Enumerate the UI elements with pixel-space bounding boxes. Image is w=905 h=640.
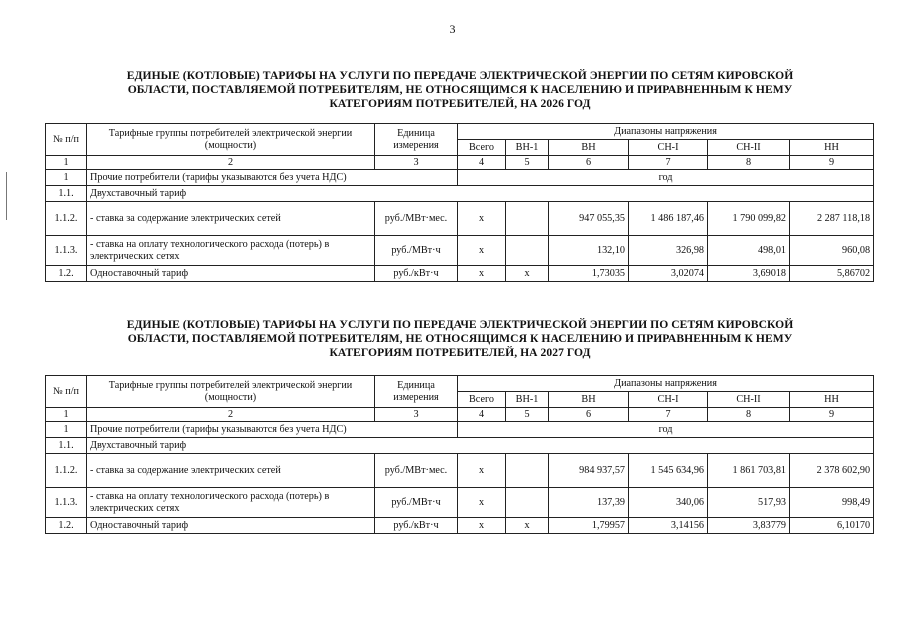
value-total: х <box>458 202 506 236</box>
table-row <box>46 170 874 186</box>
value-vn1 <box>506 202 549 236</box>
header-col-vn1: ВН-1 <box>506 140 549 156</box>
scan-margin-mark <box>6 172 7 220</box>
table-row <box>46 422 874 438</box>
index-cell: 7 <box>629 408 708 422</box>
table-row <box>46 266 874 282</box>
value-sn2: 1 861 703,81 <box>708 454 790 488</box>
value-sn1: 1 545 634,96 <box>629 454 708 488</box>
table-title-2027 <box>80 318 840 360</box>
tariff-table-2026 <box>45 123 874 282</box>
value-total: х <box>458 266 506 282</box>
header-unit: Единица измерения <box>375 124 458 156</box>
value-vn1: х <box>506 266 549 282</box>
row-num: 1.1.2. <box>46 202 87 236</box>
index-cell: 7 <box>629 156 708 170</box>
value-vn: 137,39 <box>549 488 629 518</box>
value-nn: 960,08 <box>790 236 874 266</box>
value-nn: 5,86702 <box>790 266 874 282</box>
header-ranges: Диапазоны напряжения <box>458 124 874 140</box>
value-vn: 1,79957 <box>549 518 629 534</box>
header-col-vn: ВН <box>549 392 629 408</box>
header-num: № п/п <box>46 124 87 156</box>
value-nn: 2 287 118,18 <box>790 202 874 236</box>
title-line: КАТЕГОРИЯМ ПОТРЕБИТЕЛЕЙ, НА 2027 ГОД <box>329 346 591 359</box>
index-cell: 8 <box>708 156 790 170</box>
value-total: х <box>458 454 506 488</box>
table-row <box>46 186 874 202</box>
row-name: - ставка на оплату технологического расхода (потерь) в электрических сетях <box>87 488 375 518</box>
row-note: год <box>458 170 874 186</box>
table-row <box>46 454 874 488</box>
header-group: Тарифные группы потребителей электрической энергии (мощности) <box>87 124 375 156</box>
row-unit: руб./кВт·ч <box>375 266 458 282</box>
header-col-sn2: СН-II <box>708 392 790 408</box>
value-vn1 <box>506 236 549 266</box>
header-col-sn1: СН-I <box>629 140 708 156</box>
index-cell: 2 <box>87 408 375 422</box>
table-row <box>46 488 874 518</box>
page-number: 3 <box>449 22 456 36</box>
row-unit: руб./МВт·ч <box>375 236 458 266</box>
value-sn2: 498,01 <box>708 236 790 266</box>
table-row <box>46 202 874 236</box>
value-sn2: 3,69018 <box>708 266 790 282</box>
header-col-vn1: ВН-1 <box>506 392 549 408</box>
table-title-2026 <box>80 69 840 111</box>
row-name: - ставка на оплату технологического расхода (потерь) в электрических сетях <box>87 236 375 266</box>
value-nn: 998,49 <box>790 488 874 518</box>
header-col-vn: ВН <box>549 140 629 156</box>
value-sn2: 1 790 099,82 <box>708 202 790 236</box>
row-num: 1.1.2. <box>46 454 87 488</box>
value-total: х <box>458 236 506 266</box>
row-unit: руб./МВт·мес. <box>375 454 458 488</box>
row-num: 1.2. <box>46 266 87 282</box>
row-name: - ставка за содержание электрических сетей <box>87 454 375 488</box>
value-sn2: 3,83779 <box>708 518 790 534</box>
value-vn: 984 937,57 <box>549 454 629 488</box>
value-sn1: 3,14156 <box>629 518 708 534</box>
header-num: № п/п <box>46 376 87 408</box>
table-row <box>46 236 874 266</box>
row-name: Одноставочный тариф <box>87 518 375 534</box>
row-num: 1.1.3. <box>46 236 87 266</box>
value-vn: 1,73035 <box>549 266 629 282</box>
header-col-sn1: СН-I <box>629 392 708 408</box>
table-row <box>46 518 874 534</box>
index-cell: 1 <box>46 408 87 422</box>
value-sn2: 517,93 <box>708 488 790 518</box>
index-cell: 5 <box>506 156 549 170</box>
row-name: Прочие потребители (тарифы указываются без учета НДС) <box>87 422 458 438</box>
title-line: ОБЛАСТИ, ПОСТАВЛЯЕМОЙ ПОТРЕБИТЕЛЯМ, НЕ ОТНОСЯЩИМСЯ К НАСЕЛЕНИЮ И ПРИРАВНЕННЫМ К НЕМУ <box>127 332 793 345</box>
title-line: ОБЛАСТИ, ПОСТАВЛЯЕМОЙ ПОТРЕБИТЕЛЯМ, НЕ ОТНОСЯЩИМСЯ К НАСЕЛЕНИЮ И ПРИРАВНЕННЫМ К НЕМУ <box>127 83 793 96</box>
header-col-sn2: СН-II <box>708 140 790 156</box>
header-col-total: Всего <box>458 140 506 156</box>
value-vn: 947 055,35 <box>549 202 629 236</box>
value-vn1 <box>506 488 549 518</box>
row-unit: руб./МВт·мес. <box>375 202 458 236</box>
title-line: ЕДИНЫЕ (КОТЛОВЫЕ) ТАРИФЫ НА УСЛУГИ ПО ПЕРЕДАЧЕ ЭЛЕКТРИЧЕСКОЙ ЭНЕРГИИ ПО СЕТЯМ КИРОВСКОЙ <box>126 69 794 82</box>
row-name: Двухставочный тариф <box>87 186 874 202</box>
table-row <box>46 438 874 454</box>
index-cell: 6 <box>549 156 629 170</box>
header-unit: Единица измерения <box>375 376 458 408</box>
index-cell: 6 <box>549 408 629 422</box>
row-num: 1.1. <box>46 186 87 202</box>
index-cell: 8 <box>708 408 790 422</box>
index-cell: 2 <box>87 156 375 170</box>
row-num: 1 <box>46 422 87 438</box>
header-col-nn: НН <box>790 392 874 408</box>
row-name: Прочие потребители (тарифы указываются без учета НДС) <box>87 170 458 186</box>
value-nn: 6,10170 <box>790 518 874 534</box>
header-col-total: Всего <box>458 392 506 408</box>
value-vn1 <box>506 454 549 488</box>
title-line: ЕДИНЫЕ (КОТЛОВЫЕ) ТАРИФЫ НА УСЛУГИ ПО ПЕРЕДАЧЕ ЭЛЕКТРИЧЕСКОЙ ЭНЕРГИИ ПО СЕТЯМ КИРОВСКОЙ <box>126 318 794 331</box>
header-col-nn: НН <box>790 140 874 156</box>
row-unit: руб./кВт·ч <box>375 518 458 534</box>
value-total: х <box>458 518 506 534</box>
row-num: 1.1. <box>46 438 87 454</box>
value-sn1: 326,98 <box>629 236 708 266</box>
row-note: год <box>458 422 874 438</box>
index-cell: 4 <box>458 408 506 422</box>
value-sn1: 1 486 187,46 <box>629 202 708 236</box>
value-sn1: 3,02074 <box>629 266 708 282</box>
title-line: КАТЕГОРИЯМ ПОТРЕБИТЕЛЕЙ, НА 2026 ГОД <box>329 97 591 110</box>
index-cell: 5 <box>506 408 549 422</box>
value-sn1: 340,06 <box>629 488 708 518</box>
index-cell: 9 <box>790 156 874 170</box>
header-group: Тарифные группы потребителей электрической энергии (мощности) <box>87 376 375 408</box>
tariff-table-2027 <box>45 375 874 534</box>
index-row <box>46 156 874 170</box>
index-cell: 9 <box>790 408 874 422</box>
index-cell: 1 <box>46 156 87 170</box>
row-num: 1.1.3. <box>46 488 87 518</box>
index-row <box>46 408 874 422</box>
header-ranges: Диапазоны напряжения <box>458 376 874 392</box>
index-cell: 3 <box>375 408 458 422</box>
row-name: - ставка за содержание электрических сетей <box>87 202 375 236</box>
row-unit: руб./МВт·ч <box>375 488 458 518</box>
row-name: Одноставочный тариф <box>87 266 375 282</box>
row-num: 1.2. <box>46 518 87 534</box>
value-total: х <box>458 488 506 518</box>
value-nn: 2 378 602,90 <box>790 454 874 488</box>
index-cell: 4 <box>458 156 506 170</box>
row-num: 1 <box>46 170 87 186</box>
index-cell: 3 <box>375 156 458 170</box>
value-vn1: х <box>506 518 549 534</box>
row-name: Двухставочный тариф <box>87 438 874 454</box>
value-vn: 132,10 <box>549 236 629 266</box>
